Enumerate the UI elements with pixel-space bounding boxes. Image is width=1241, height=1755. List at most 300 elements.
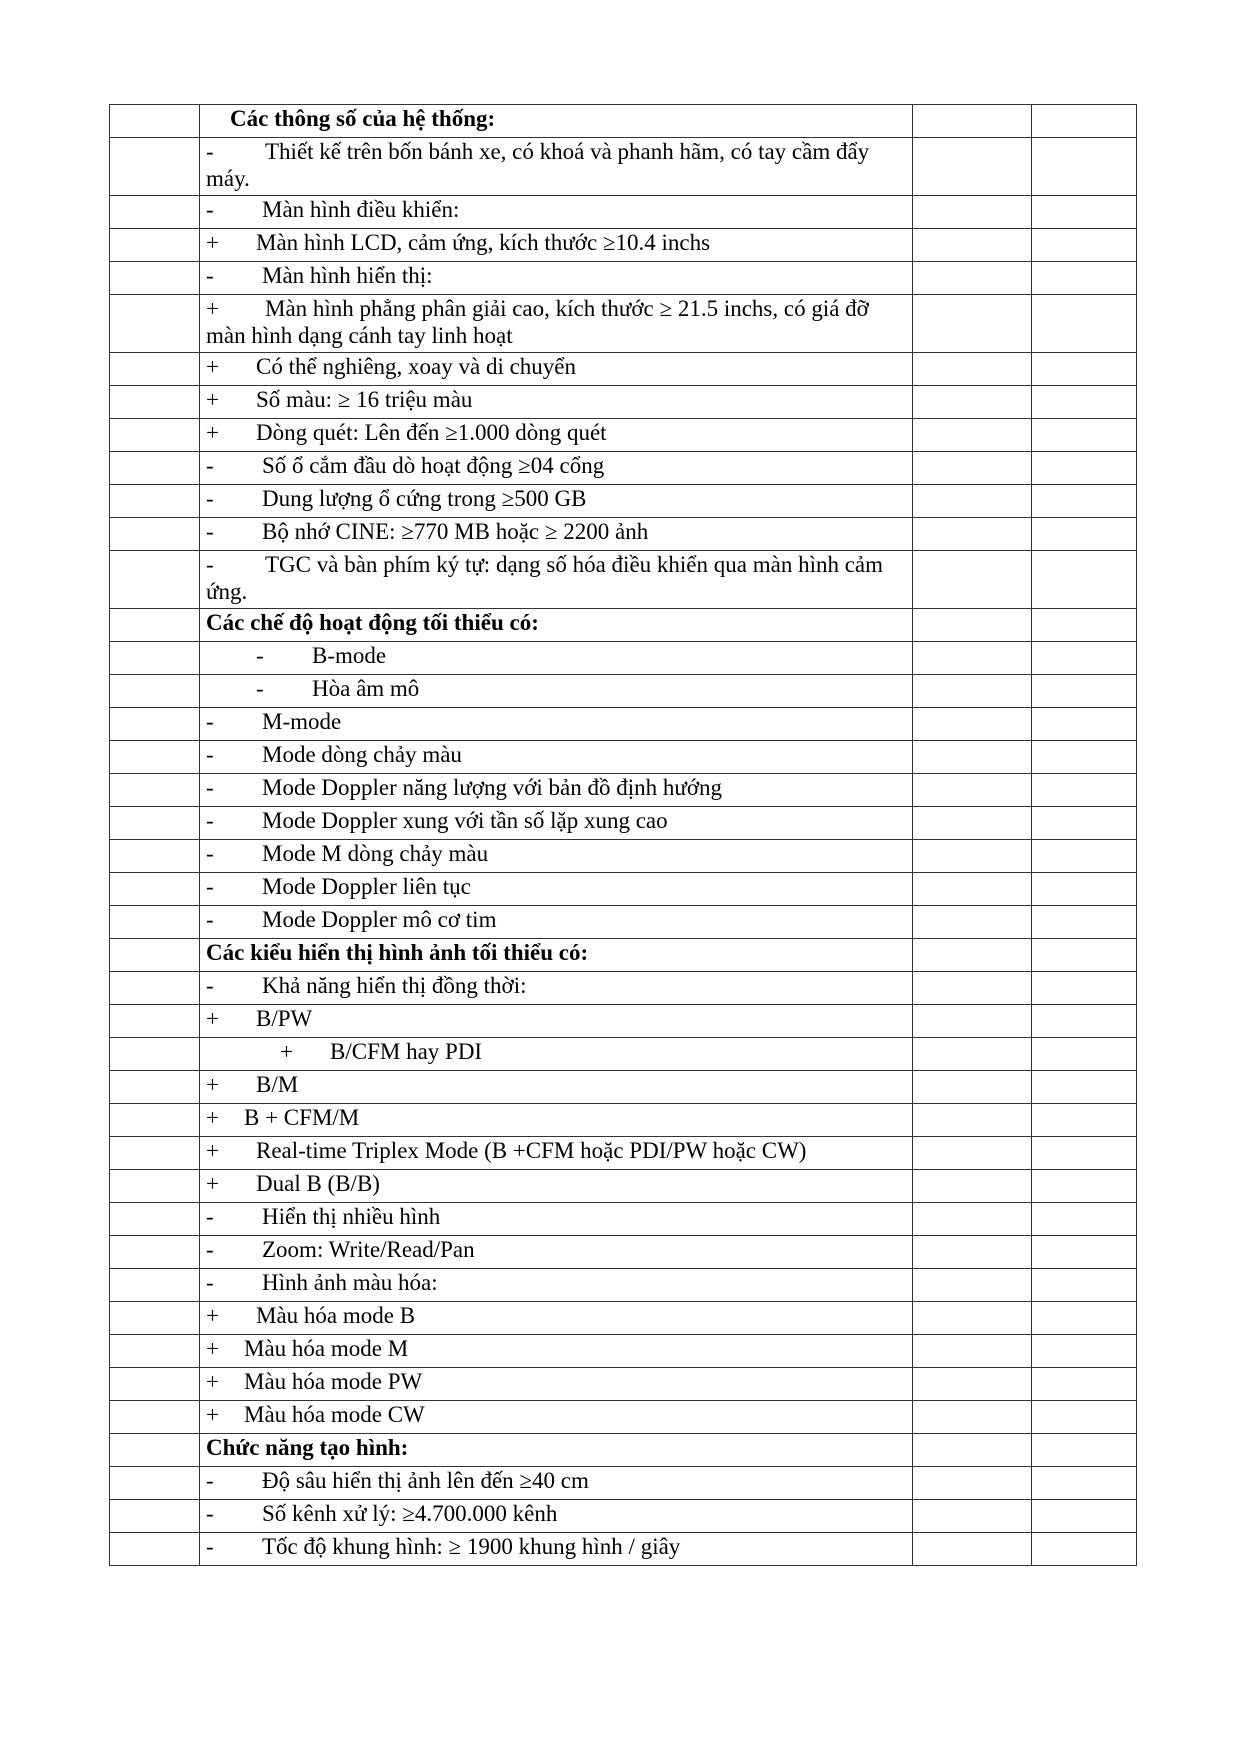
table-row — [110, 1434, 1137, 1467]
spec-item-cell — [200, 1137, 913, 1170]
table-row — [110, 1203, 1137, 1236]
spec-item-cell — [200, 1038, 913, 1071]
table-row — [110, 353, 1137, 386]
plus-bullet: + — [206, 1303, 219, 1328]
empty-cell — [1032, 1302, 1137, 1335]
plus-bullet: + — [206, 354, 219, 379]
empty-cell — [1032, 642, 1137, 675]
empty-cell — [913, 551, 1032, 609]
section-heading: Các chế độ hoạt động tối thiểu có: — [206, 610, 539, 635]
spec-item-cell — [200, 262, 913, 295]
spec-item — [206, 518, 906, 545]
empty-cell — [913, 840, 1032, 873]
section-heading-cell — [200, 105, 913, 138]
spec-table — [109, 104, 1137, 1566]
row-number-cell — [110, 1434, 200, 1467]
row-number-cell — [110, 1500, 200, 1533]
empty-cell — [913, 609, 1032, 642]
row-number-cell — [110, 1005, 200, 1038]
empty-cell — [1032, 906, 1137, 939]
empty-cell — [913, 1038, 1032, 1071]
spec-item-text: B + CFM/M — [244, 1105, 360, 1130]
spec-item — [206, 1269, 906, 1296]
spec-item-text: Mode Doppler mô cơ tim — [262, 907, 497, 932]
row-number-cell — [110, 295, 200, 353]
row-number-cell — [110, 138, 200, 196]
empty-cell — [913, 105, 1032, 138]
empty-cell — [1032, 675, 1137, 708]
table-row — [110, 906, 1137, 939]
empty-cell — [1032, 196, 1137, 229]
empty-cell — [913, 138, 1032, 196]
spec-item-text: Dual B (B/B) — [256, 1171, 380, 1196]
spec-item-cell — [200, 1533, 913, 1566]
empty-cell — [913, 675, 1032, 708]
empty-cell — [913, 906, 1032, 939]
empty-cell — [1032, 873, 1137, 906]
spec-item — [206, 452, 906, 479]
spec-item — [206, 353, 906, 380]
table-row — [110, 1467, 1137, 1500]
spec-item-cell — [200, 1467, 913, 1500]
spec-item-text: Số ổ cắm đầu dò hoạt động ≥04 cổng — [262, 453, 605, 478]
dash-bullet: - — [206, 742, 214, 767]
spec-item — [206, 741, 906, 768]
dash-bullet: - — [206, 263, 214, 288]
spec-item — [206, 1401, 906, 1428]
dash-bullet: - — [206, 775, 214, 800]
empty-cell — [913, 452, 1032, 485]
spec-item-text: Khả năng hiển thị đồng thời: — [262, 973, 527, 998]
row-number-cell — [110, 518, 200, 551]
dash-bullet: - — [256, 676, 264, 701]
plus-bullet: + — [206, 296, 219, 321]
spec-item-cell — [200, 642, 913, 675]
empty-cell — [1032, 1005, 1137, 1038]
empty-cell — [913, 196, 1032, 229]
row-number-cell — [110, 906, 200, 939]
spec-item-text: B-mode — [312, 643, 387, 668]
spec-item-cell — [200, 196, 913, 229]
row-number-cell — [110, 1071, 200, 1104]
row-number-cell — [110, 1335, 200, 1368]
row-number-cell — [110, 642, 200, 675]
spec-item — [206, 1137, 906, 1164]
row-number-cell — [110, 939, 200, 972]
spec-item — [206, 1467, 906, 1494]
plus-bullet: + — [206, 230, 219, 255]
section-heading: Các thông số của hệ thống: — [230, 106, 496, 131]
table-row — [110, 774, 1137, 807]
empty-cell — [913, 518, 1032, 551]
table-row — [110, 138, 1137, 196]
spec-item — [206, 708, 906, 735]
empty-cell — [1032, 386, 1137, 419]
row-number-cell — [110, 873, 200, 906]
spec-item-cell — [200, 873, 913, 906]
table-row — [110, 1104, 1137, 1137]
spec-item-text: Màu hóa mode M — [244, 1336, 409, 1361]
empty-cell — [1032, 1335, 1137, 1368]
spec-item-text: Bộ nhớ CINE: ≥770 MB hoặc ≥ 2200 ảnh — [262, 519, 649, 544]
empty-cell — [913, 1467, 1032, 1500]
row-number-cell — [110, 1533, 200, 1566]
table-row — [110, 295, 1137, 353]
empty-cell — [1032, 807, 1137, 840]
empty-cell — [1032, 229, 1137, 262]
plus-bullet: + — [206, 420, 219, 445]
plus-bullet: + — [206, 1138, 219, 1163]
spec-item — [206, 1236, 906, 1263]
plus-bullet: + — [206, 1402, 219, 1427]
spec-item-text: Real-time Triplex Mode (B +CFM hoặc PDI/PW hoặc CW) — [256, 1138, 807, 1163]
empty-cell — [913, 642, 1032, 675]
empty-cell — [913, 1170, 1032, 1203]
empty-cell — [1032, 518, 1137, 551]
spec-item — [206, 1500, 906, 1527]
section-heading: Chức năng tạo hình: — [206, 1435, 409, 1460]
empty-cell — [913, 708, 1032, 741]
empty-cell — [1032, 939, 1137, 972]
table-row — [110, 1137, 1137, 1170]
plus-bullet: + — [206, 1006, 219, 1031]
table-row — [110, 642, 1137, 675]
table-row — [110, 741, 1137, 774]
spec-item — [206, 1071, 906, 1098]
spec-item-text: Độ sâu hiển thị ảnh lên đến ≥40 cm — [262, 1468, 589, 1493]
dash-bullet: - — [206, 486, 214, 511]
table-row — [110, 196, 1137, 229]
spec-item-text: Số màu: ≥ 16 triệu màu — [256, 387, 473, 412]
spec-item — [206, 1038, 906, 1065]
empty-cell — [1032, 1038, 1137, 1071]
spec-item — [206, 262, 906, 289]
empty-cell — [913, 1104, 1032, 1137]
spec-item-cell — [200, 1071, 913, 1104]
row-number-cell — [110, 485, 200, 518]
row-number-cell — [110, 105, 200, 138]
spec-item-text: Màn hình hiển thị: — [262, 263, 433, 288]
row-number-cell — [110, 1038, 200, 1071]
row-number-cell — [110, 551, 200, 609]
spec-item — [206, 1335, 906, 1362]
empty-cell — [1032, 1236, 1137, 1269]
dash-bullet: - — [206, 874, 214, 899]
spec-item-text: B/M — [256, 1072, 299, 1097]
plus-bullet: + — [206, 1369, 219, 1394]
row-number-cell — [110, 972, 200, 1005]
table-row — [110, 1500, 1137, 1533]
empty-cell — [913, 1335, 1032, 1368]
empty-cell — [913, 939, 1032, 972]
table-row — [110, 419, 1137, 452]
empty-cell — [913, 386, 1032, 419]
spec-item-text: Màn hình LCD, cảm ứng, kích thước ≥10.4 inchs — [256, 230, 711, 255]
empty-cell — [1032, 1401, 1137, 1434]
spec-item-cell — [200, 1005, 913, 1038]
row-number-cell — [110, 1401, 200, 1434]
spec-item-cell — [200, 551, 913, 609]
dash-bullet: - — [206, 139, 214, 164]
spec-item — [206, 1368, 906, 1395]
spec-item-cell — [200, 485, 913, 518]
dash-bullet: - — [206, 519, 214, 544]
row-number-cell — [110, 386, 200, 419]
spec-item — [206, 196, 906, 223]
spec-item — [206, 873, 906, 900]
spec-item-text: Có thể nghiêng, xoay và di chuyển — [256, 354, 577, 379]
spec-item-cell — [200, 1335, 913, 1368]
spec-item — [206, 1203, 906, 1230]
row-number-cell — [110, 1236, 200, 1269]
spec-item-cell — [200, 1401, 913, 1434]
spec-item — [206, 485, 906, 512]
table-row — [110, 708, 1137, 741]
empty-cell — [1032, 1467, 1137, 1500]
empty-cell — [913, 972, 1032, 1005]
spec-item-text: M-mode — [262, 709, 342, 734]
dash-bullet: - — [206, 197, 214, 222]
table-row — [110, 1071, 1137, 1104]
table-row — [110, 1005, 1137, 1038]
spec-item — [206, 386, 906, 413]
table-row — [110, 518, 1137, 551]
spec-item — [206, 774, 906, 801]
empty-cell — [913, 1071, 1032, 1104]
empty-cell — [913, 1533, 1032, 1566]
table-row — [110, 1269, 1137, 1302]
spec-item-text: Hòa âm mô — [312, 676, 420, 701]
dash-bullet: - — [206, 1501, 214, 1526]
spec-item-cell — [200, 452, 913, 485]
row-number-cell — [110, 1203, 200, 1236]
empty-cell — [1032, 1137, 1137, 1170]
spec-item — [206, 906, 906, 933]
empty-cell — [1032, 485, 1137, 518]
empty-cell — [1032, 452, 1137, 485]
table-row — [110, 229, 1137, 262]
dash-bullet: - — [206, 1534, 214, 1559]
spec-item-cell — [200, 741, 913, 774]
row-number-cell — [110, 229, 200, 262]
table-row — [110, 452, 1137, 485]
row-number-cell — [110, 1269, 200, 1302]
empty-cell — [1032, 609, 1137, 642]
empty-cell — [913, 229, 1032, 262]
spec-item — [206, 642, 906, 669]
dash-bullet: - — [206, 552, 214, 577]
row-number-cell — [110, 609, 200, 642]
empty-cell — [913, 1500, 1032, 1533]
spec-item — [206, 1302, 906, 1329]
empty-cell — [1032, 774, 1137, 807]
row-number-cell — [110, 1467, 200, 1500]
spec-item-cell — [200, 807, 913, 840]
spec-item — [206, 1533, 906, 1560]
spec-item-text: Hình ảnh màu hóa: — [262, 1270, 438, 1295]
row-number-cell — [110, 419, 200, 452]
empty-cell — [1032, 105, 1137, 138]
table-row — [110, 939, 1137, 972]
spec-item — [206, 1104, 906, 1131]
empty-cell — [913, 1137, 1032, 1170]
plus-bullet: + — [206, 1072, 219, 1097]
section-heading-cell — [200, 939, 913, 972]
spec-item — [206, 1170, 906, 1197]
table-row — [110, 840, 1137, 873]
empty-cell — [1032, 1434, 1137, 1467]
plus-bullet: + — [206, 1105, 219, 1130]
spec-item-text: Màu hóa mode CW — [244, 1402, 425, 1427]
spec-item — [206, 675, 906, 702]
spec-item-text: Thiết kế trên bốn bánh xe, có khoá và phanh hãm, có tay cầm đẩy máy. — [206, 139, 870, 191]
spec-item-cell — [200, 1269, 913, 1302]
empty-cell — [913, 1236, 1032, 1269]
spec-item-text: Zoom: Write/Read/Pan — [262, 1237, 475, 1262]
table-row — [110, 262, 1137, 295]
spec-item — [206, 807, 906, 834]
row-number-cell — [110, 196, 200, 229]
spec-item — [206, 840, 906, 867]
table-row — [110, 972, 1137, 1005]
spec-item-text: Mode Doppler năng lượng với bản đồ định hướng — [262, 775, 723, 800]
row-number-cell — [110, 353, 200, 386]
dash-bullet: - — [206, 1468, 214, 1493]
spec-item-cell — [200, 1236, 913, 1269]
dash-bullet: - — [256, 643, 264, 668]
spec-item-cell — [200, 1302, 913, 1335]
row-number-cell — [110, 807, 200, 840]
section-heading-cell — [200, 609, 913, 642]
table-row — [110, 873, 1137, 906]
spec-item-text: Số kênh xử lý: ≥4.700.000 kênh — [262, 1501, 558, 1526]
spec-item-cell — [200, 972, 913, 1005]
spec-item-cell — [200, 708, 913, 741]
spec-item-text: Hiển thị nhiều hình — [262, 1204, 441, 1229]
table-row — [110, 1302, 1137, 1335]
empty-cell — [913, 353, 1032, 386]
table-row — [110, 1335, 1137, 1368]
dash-bullet: - — [206, 808, 214, 833]
spec-item — [206, 229, 906, 256]
row-number-cell — [110, 840, 200, 873]
table-row — [110, 386, 1137, 419]
table-row — [110, 551, 1137, 609]
table-row — [110, 1533, 1137, 1566]
spec-item-cell — [200, 1170, 913, 1203]
empty-cell — [1032, 840, 1137, 873]
empty-cell — [1032, 551, 1137, 609]
spec-item-text: Dòng quét: Lên đến ≥1.000 dòng quét — [256, 420, 607, 445]
empty-cell — [1032, 1533, 1137, 1566]
spec-item-cell — [200, 353, 913, 386]
spec-item-text: Màn hình điều khiển: — [262, 197, 460, 222]
empty-cell — [1032, 138, 1137, 196]
spec-item-text: Tốc độ khung hình: ≥ 1900 khung hình / giây — [262, 1534, 681, 1559]
spec-item-cell — [200, 295, 913, 353]
spec-item-cell — [200, 1203, 913, 1236]
table-row — [110, 675, 1137, 708]
empty-cell — [1032, 1269, 1137, 1302]
spec-item-text: Mode Doppler liên tục — [262, 874, 471, 899]
row-number-cell — [110, 708, 200, 741]
row-number-cell — [110, 774, 200, 807]
spec-item — [206, 1005, 906, 1032]
row-number-cell — [110, 452, 200, 485]
empty-cell — [1032, 1368, 1137, 1401]
plus-bullet: + — [206, 387, 219, 412]
plus-bullet: + — [206, 1171, 219, 1196]
empty-cell — [1032, 262, 1137, 295]
empty-cell — [1032, 419, 1137, 452]
spec-item-text: Màu hóa mode B — [256, 1303, 416, 1328]
empty-cell — [913, 419, 1032, 452]
empty-cell — [913, 807, 1032, 840]
spec-item-text: Mode M dòng chảy màu — [262, 841, 489, 866]
table-row — [110, 485, 1137, 518]
dash-bullet: - — [206, 1204, 214, 1229]
empty-cell — [1032, 1203, 1137, 1236]
spec-item — [206, 295, 906, 349]
dash-bullet: - — [206, 453, 214, 478]
section-heading-cell — [200, 1434, 913, 1467]
plus-bullet: + — [206, 1336, 219, 1361]
table-row — [110, 1368, 1137, 1401]
row-number-cell — [110, 741, 200, 774]
empty-cell — [913, 1005, 1032, 1038]
spec-item-text: Màn hình phẳng phân giải cao, kích thước ≥ 21.5 inchs, có giá đỡ màn hình dạng cánh tay linh hoạt — [206, 296, 869, 348]
spec-item-cell — [200, 840, 913, 873]
empty-cell — [1032, 295, 1137, 353]
row-number-cell — [110, 1104, 200, 1137]
spec-item-text: Mode Doppler xung với tần số lặp xung cao — [262, 808, 668, 833]
spec-item-cell — [200, 518, 913, 551]
table-row — [110, 807, 1137, 840]
dash-bullet: - — [206, 1237, 214, 1262]
spec-item-cell — [200, 1104, 913, 1137]
dash-bullet: - — [206, 841, 214, 866]
spec-item-cell — [200, 419, 913, 452]
empty-cell — [1032, 1071, 1137, 1104]
row-number-cell — [110, 1170, 200, 1203]
empty-cell — [1032, 1500, 1137, 1533]
spec-item — [206, 419, 906, 446]
spec-item — [206, 972, 906, 999]
empty-cell — [1032, 1170, 1137, 1203]
spec-item-text: Dung lượng ổ cứng trong ≥500 GB — [262, 486, 587, 511]
spec-item-text: TGC và bàn phím ký tự: dạng số hóa điều khiển qua màn hình cảm ứng. — [206, 552, 884, 604]
spec-item-cell — [200, 675, 913, 708]
spec-item-cell — [200, 1500, 913, 1533]
spec-item-cell — [200, 386, 913, 419]
dash-bullet: - — [206, 973, 214, 998]
empty-cell — [913, 741, 1032, 774]
spec-item-cell — [200, 1368, 913, 1401]
empty-cell — [1032, 972, 1137, 1005]
spec-item — [206, 551, 906, 605]
empty-cell — [1032, 1104, 1137, 1137]
dash-bullet: - — [206, 1270, 214, 1295]
empty-cell — [913, 262, 1032, 295]
empty-cell — [913, 1368, 1032, 1401]
spec-item-text: B/CFM hay PDI — [330, 1039, 483, 1064]
spec-item-text: B/PW — [256, 1006, 313, 1031]
empty-cell — [913, 485, 1032, 518]
dash-bullet: - — [206, 907, 214, 932]
spec-item-cell — [200, 906, 913, 939]
table-row — [110, 105, 1137, 138]
empty-cell — [1032, 353, 1137, 386]
